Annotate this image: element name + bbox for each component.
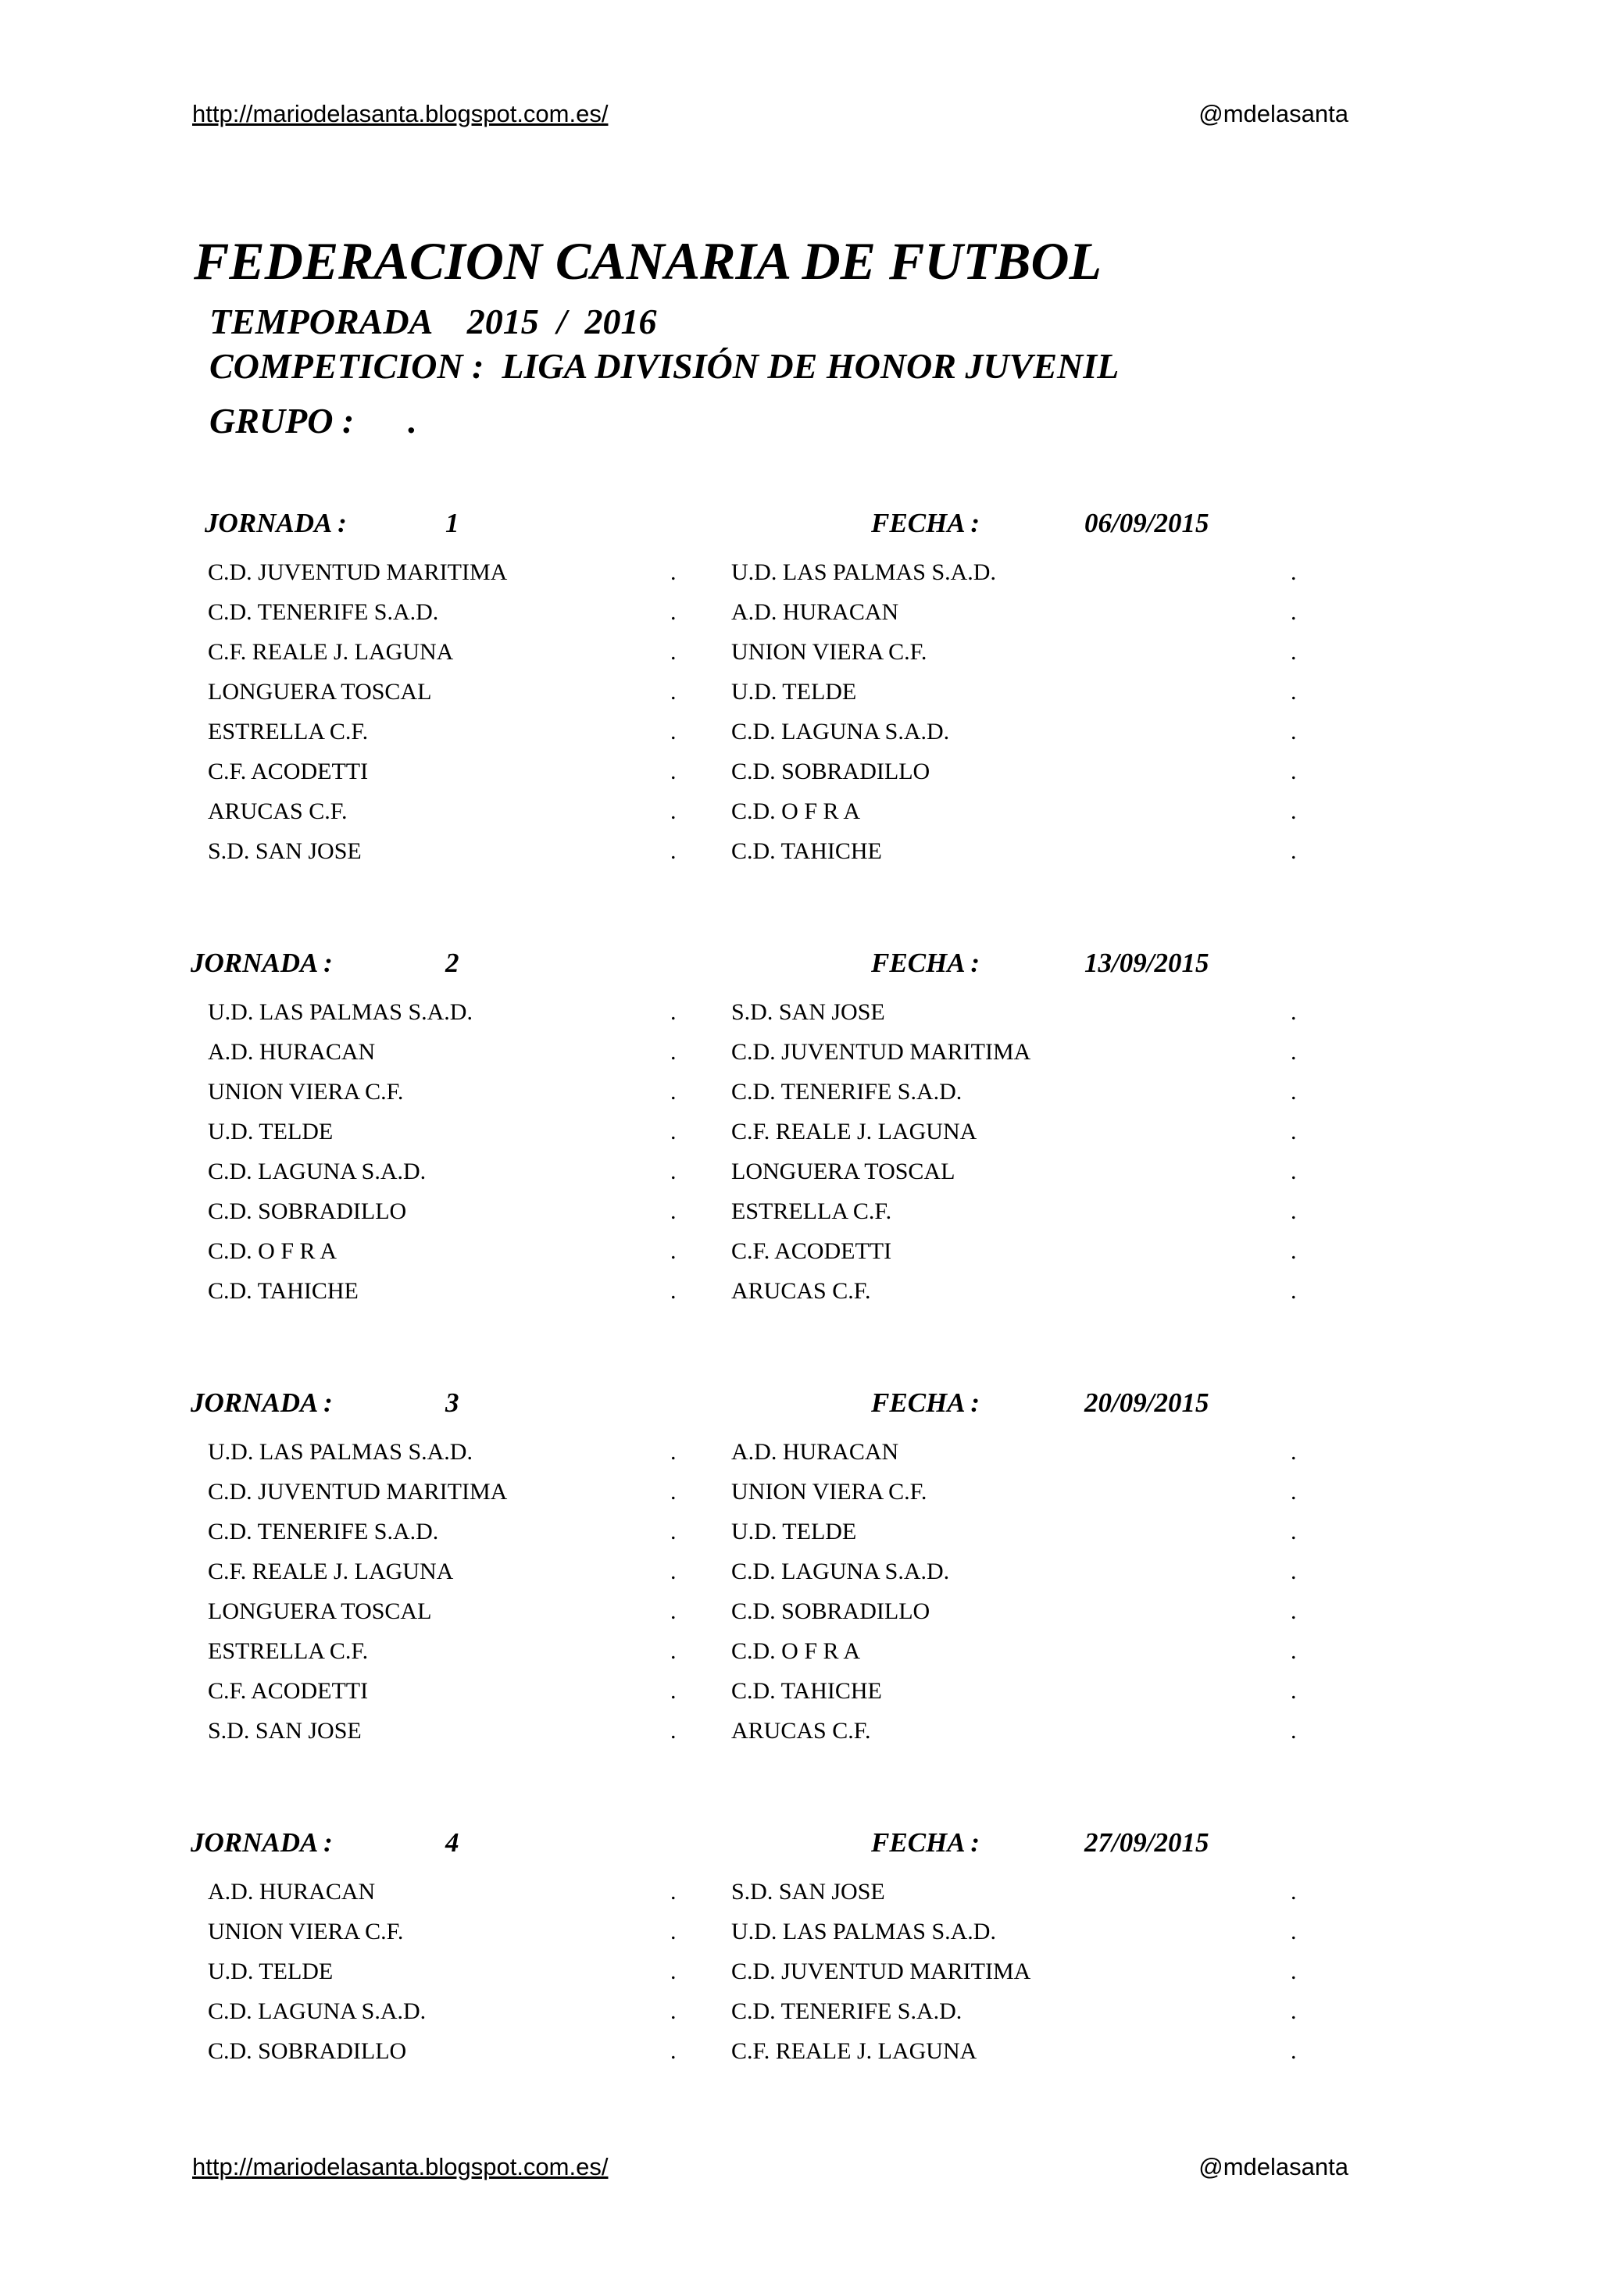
match-row bbox=[0, 1238, 1600, 1278]
home-score-placeholder: . bbox=[670, 999, 677, 1025]
home-score-placeholder: . bbox=[670, 1879, 677, 1905]
match-row bbox=[0, 639, 1600, 679]
jornada-block bbox=[0, 508, 1600, 977]
away-score-placeholder: . bbox=[1291, 1678, 1297, 1704]
home-team: C.D. O F R A bbox=[208, 1238, 338, 1264]
home-score-placeholder: . bbox=[670, 1278, 677, 1304]
away-team: C.D. SOBRADILLO bbox=[731, 1598, 930, 1624]
home-score-placeholder: . bbox=[670, 599, 677, 625]
home-score-placeholder: . bbox=[670, 1718, 677, 1744]
match-row bbox=[0, 1079, 1600, 1119]
match-row bbox=[0, 1998, 1600, 2038]
match-row bbox=[0, 1919, 1600, 1959]
home-team: C.D. LAGUNA S.A.D. bbox=[208, 1998, 427, 2024]
home-team: UNION VIERA C.F. bbox=[208, 1919, 404, 1944]
home-score-placeholder: . bbox=[670, 2038, 677, 2064]
match-row bbox=[0, 1198, 1600, 1238]
away-team: A.D. HURACAN bbox=[731, 1439, 899, 1465]
match-row bbox=[0, 2038, 1600, 2078]
jornada-number: 2 bbox=[445, 948, 459, 978]
home-score-placeholder: . bbox=[670, 798, 677, 824]
away-score-placeholder: . bbox=[1291, 1919, 1297, 1944]
away-team: U.D. TELDE bbox=[731, 1519, 857, 1544]
home-score-placeholder: . bbox=[670, 1079, 677, 1105]
away-score-placeholder: . bbox=[1291, 759, 1297, 784]
home-team: ARUCAS C.F. bbox=[208, 798, 348, 824]
away-team: S.D. SAN JOSE bbox=[731, 1879, 885, 1905]
group-line: GRUPO : . bbox=[209, 401, 417, 441]
away-score-placeholder: . bbox=[1291, 838, 1297, 864]
away-score-placeholder: . bbox=[1291, 1079, 1297, 1105]
jornada-number: 1 bbox=[445, 508, 459, 538]
home-score-placeholder: . bbox=[670, 1959, 677, 1984]
match-row bbox=[0, 838, 1600, 878]
match-row bbox=[0, 999, 1600, 1039]
home-team: C.D. TAHICHE bbox=[208, 1278, 359, 1304]
home-team: U.D. TELDE bbox=[208, 1959, 334, 1984]
home-team: A.D. HURACAN bbox=[208, 1879, 376, 1905]
match-row bbox=[0, 1159, 1600, 1198]
jornada-block bbox=[0, 1827, 1600, 2296]
match-row bbox=[0, 1638, 1600, 1678]
away-team: C.D. JUVENTUD MARITIMA bbox=[731, 1959, 1031, 1984]
away-team: S.D. SAN JOSE bbox=[731, 999, 885, 1025]
home-team: U.D. LAS PALMAS S.A.D. bbox=[208, 999, 473, 1025]
away-score-placeholder: . bbox=[1291, 719, 1297, 745]
home-score-placeholder: . bbox=[670, 679, 677, 705]
home-team: S.D. SAN JOSE bbox=[208, 838, 362, 864]
away-team: C.D. SOBRADILLO bbox=[731, 759, 930, 784]
away-team: ESTRELLA C.F. bbox=[731, 1198, 892, 1224]
away-score-placeholder: . bbox=[1291, 1559, 1297, 1584]
home-team: S.D. SAN JOSE bbox=[208, 1718, 362, 1744]
home-team: C.D. SOBRADILLO bbox=[208, 2038, 407, 2064]
home-score-placeholder: . bbox=[670, 1559, 677, 1584]
home-score-placeholder: . bbox=[670, 1998, 677, 2024]
match-date: 27/09/2015 bbox=[1084, 1827, 1209, 1858]
home-team: C.D. JUVENTUD MARITIMA bbox=[208, 1479, 508, 1505]
away-score-placeholder: . bbox=[1291, 1238, 1297, 1264]
away-team: U.D. LAS PALMAS S.A.D. bbox=[731, 559, 996, 585]
away-team: C.D. JUVENTUD MARITIMA bbox=[731, 1039, 1031, 1065]
home-team: C.F. REALE J. LAGUNA bbox=[208, 1559, 454, 1584]
away-score-placeholder: . bbox=[1291, 639, 1297, 665]
competition-line: COMPETICION : LIGA DIVISIÓN DE HONOR JUVENIL bbox=[209, 346, 1120, 386]
match-row bbox=[0, 599, 1600, 639]
twitter-handle: @mdelasanta bbox=[1198, 2153, 1348, 2180]
home-score-placeholder: . bbox=[670, 838, 677, 864]
home-team: LONGUERA TOSCAL bbox=[208, 679, 432, 705]
away-score-placeholder: . bbox=[1291, 1479, 1297, 1505]
home-team: C.D. LAGUNA S.A.D. bbox=[208, 1159, 427, 1184]
match-row bbox=[0, 798, 1600, 838]
match-row bbox=[0, 1559, 1600, 1598]
away-team: C.D. TENERIFE S.A.D. bbox=[731, 1079, 962, 1105]
away-score-placeholder: . bbox=[1291, 1519, 1297, 1544]
away-team: C.D. O F R A bbox=[731, 1638, 861, 1664]
match-row bbox=[0, 1598, 1600, 1638]
away-team: A.D. HURACAN bbox=[731, 599, 899, 625]
home-team: LONGUERA TOSCAL bbox=[208, 1598, 432, 1624]
away-team: C.D. TENERIFE S.A.D. bbox=[731, 1998, 962, 2024]
away-team: UNION VIERA C.F. bbox=[731, 1479, 927, 1505]
away-team: C.F. ACODETTI bbox=[731, 1238, 892, 1264]
away-team: LONGUERA TOSCAL bbox=[731, 1159, 955, 1184]
match-row bbox=[0, 1479, 1600, 1519]
home-team: C.D. TENERIFE S.A.D. bbox=[208, 1519, 439, 1544]
match-row bbox=[0, 1039, 1600, 1079]
blog-url-link[interactable]: http://mariodelasanta.blogspot.com.es/ bbox=[192, 100, 609, 127]
away-team: C.D. LAGUNA S.A.D. bbox=[731, 1559, 950, 1584]
match-row bbox=[0, 1439, 1600, 1479]
away-score-placeholder: . bbox=[1291, 1439, 1297, 1465]
home-score-placeholder: . bbox=[670, 1238, 677, 1264]
away-team: ARUCAS C.F. bbox=[731, 1278, 871, 1304]
match-date: 13/09/2015 bbox=[1084, 948, 1209, 978]
home-score-placeholder: . bbox=[670, 1598, 677, 1624]
away-score-placeholder: . bbox=[1291, 999, 1297, 1025]
away-score-placeholder: . bbox=[1291, 679, 1297, 705]
home-team: ESTRELLA C.F. bbox=[208, 719, 369, 745]
jornada-block bbox=[0, 948, 1600, 1416]
home-score-placeholder: . bbox=[670, 1119, 677, 1144]
home-score-placeholder: . bbox=[670, 1678, 677, 1704]
jornada-label: JORNADA : bbox=[205, 508, 347, 538]
document-title: FEDERACION CANARIA DE FUTBOL bbox=[194, 231, 1102, 291]
home-team: A.D. HURACAN bbox=[208, 1039, 376, 1065]
away-team: U.D. TELDE bbox=[731, 679, 857, 705]
home-team: ESTRELLA C.F. bbox=[208, 1638, 369, 1664]
away-team: C.D. O F R A bbox=[731, 798, 861, 824]
home-team: U.D. LAS PALMAS S.A.D. bbox=[208, 1439, 473, 1465]
away-score-placeholder: . bbox=[1291, 1959, 1297, 1984]
home-score-placeholder: . bbox=[670, 559, 677, 585]
home-score-placeholder: . bbox=[670, 1638, 677, 1664]
away-team: C.F. REALE J. LAGUNA bbox=[731, 1119, 977, 1144]
away-score-placeholder: . bbox=[1291, 599, 1297, 625]
jornada-label: JORNADA : bbox=[191, 1387, 333, 1418]
home-score-placeholder: . bbox=[670, 1919, 677, 1944]
home-team: C.F. ACODETTI bbox=[208, 759, 369, 784]
match-row bbox=[0, 1519, 1600, 1559]
home-score-placeholder: . bbox=[670, 759, 677, 784]
home-score-placeholder: . bbox=[670, 1519, 677, 1544]
home-team: C.D. TENERIFE S.A.D. bbox=[208, 599, 439, 625]
home-team: U.D. TELDE bbox=[208, 1119, 334, 1144]
home-team: C.D. JUVENTUD MARITIMA bbox=[208, 559, 508, 585]
jornada-number: 3 bbox=[445, 1387, 459, 1418]
jornada-label: JORNADA : bbox=[191, 948, 333, 978]
match-row bbox=[0, 759, 1600, 798]
match-row bbox=[0, 559, 1600, 599]
home-score-placeholder: . bbox=[670, 1439, 677, 1465]
away-score-placeholder: . bbox=[1291, 1718, 1297, 1744]
home-score-placeholder: . bbox=[670, 1198, 677, 1224]
match-date: 06/09/2015 bbox=[1084, 508, 1209, 538]
home-team: UNION VIERA C.F. bbox=[208, 1079, 404, 1105]
away-score-placeholder: . bbox=[1291, 559, 1297, 585]
away-score-placeholder: . bbox=[1291, 1159, 1297, 1184]
away-score-placeholder: . bbox=[1291, 1119, 1297, 1144]
match-row bbox=[0, 719, 1600, 759]
fecha-label: FECHA : bbox=[871, 1387, 980, 1418]
home-score-placeholder: . bbox=[670, 719, 677, 745]
fecha-label: FECHA : bbox=[871, 1827, 980, 1858]
away-score-placeholder: . bbox=[1291, 2038, 1297, 2064]
away-score-placeholder: . bbox=[1291, 1278, 1297, 1304]
match-row bbox=[0, 1119, 1600, 1159]
jornada-number: 4 bbox=[445, 1827, 459, 1858]
match-date: 20/09/2015 bbox=[1084, 1387, 1209, 1418]
away-team: C.F. REALE J. LAGUNA bbox=[731, 2038, 977, 2064]
match-row bbox=[0, 1959, 1600, 1998]
away-team: U.D. LAS PALMAS S.A.D. bbox=[731, 1919, 996, 1944]
jornada-label: JORNADA : bbox=[191, 1827, 333, 1858]
home-team: C.F. ACODETTI bbox=[208, 1678, 369, 1704]
page-footer bbox=[192, 2153, 1348, 2192]
match-row bbox=[0, 1278, 1600, 1318]
away-score-placeholder: . bbox=[1291, 1198, 1297, 1224]
away-score-placeholder: . bbox=[1291, 1998, 1297, 2024]
home-score-placeholder: . bbox=[670, 639, 677, 665]
away-score-placeholder: . bbox=[1291, 1598, 1297, 1624]
twitter-handle: @mdelasanta bbox=[1198, 100, 1348, 127]
match-row bbox=[0, 679, 1600, 719]
away-score-placeholder: . bbox=[1291, 798, 1297, 824]
home-score-placeholder: . bbox=[670, 1479, 677, 1505]
away-team: C.D. LAGUNA S.A.D. bbox=[731, 719, 950, 745]
match-row bbox=[0, 1678, 1600, 1718]
home-team: C.F. REALE J. LAGUNA bbox=[208, 639, 454, 665]
blog-url-link[interactable]: http://mariodelasanta.blogspot.com.es/ bbox=[192, 2153, 609, 2180]
away-team: UNION VIERA C.F. bbox=[731, 639, 927, 665]
fecha-label: FECHA : bbox=[871, 508, 980, 538]
season-line: TEMPORADA 2015 / 2016 bbox=[209, 302, 657, 341]
page-header bbox=[192, 100, 1348, 139]
away-team: ARUCAS C.F. bbox=[731, 1718, 871, 1744]
home-score-placeholder: . bbox=[670, 1159, 677, 1184]
away-team: C.D. TAHICHE bbox=[731, 1678, 882, 1704]
away-team: C.D. TAHICHE bbox=[731, 838, 882, 864]
match-row bbox=[0, 1879, 1600, 1919]
away-score-placeholder: . bbox=[1291, 1638, 1297, 1664]
away-score-placeholder: . bbox=[1291, 1039, 1297, 1065]
jornada-block bbox=[0, 1387, 1600, 1856]
away-score-placeholder: . bbox=[1291, 1879, 1297, 1905]
home-team: C.D. SOBRADILLO bbox=[208, 1198, 407, 1224]
fecha-label: FECHA : bbox=[871, 948, 980, 978]
match-row bbox=[0, 1718, 1600, 1758]
home-score-placeholder: . bbox=[670, 1039, 677, 1065]
